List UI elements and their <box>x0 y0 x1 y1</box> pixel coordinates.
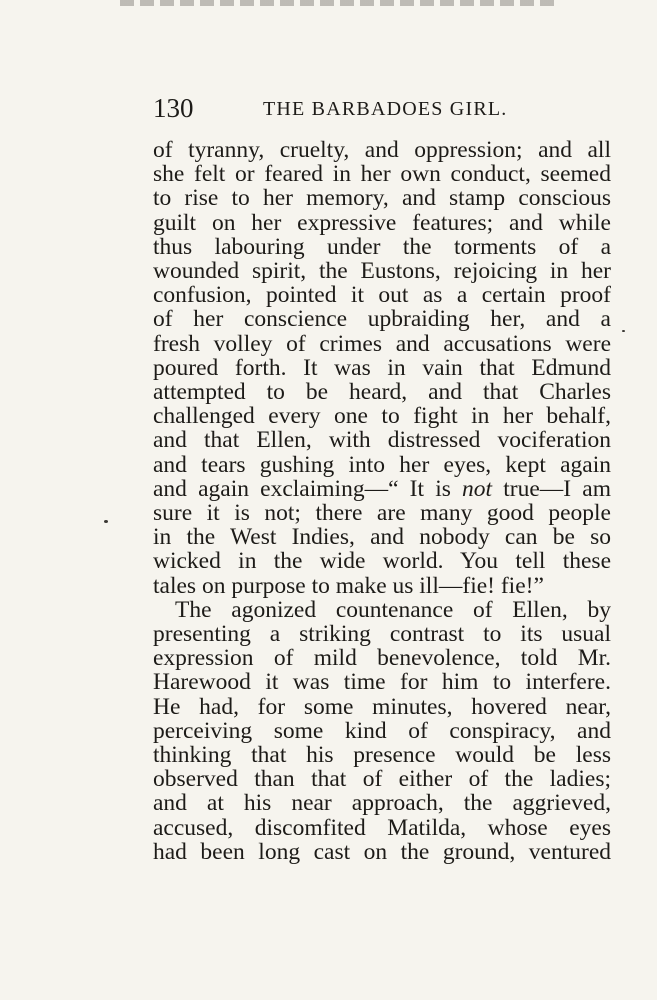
text-line: wicked in the wide world. You tell these <box>153 548 611 575</box>
bleed-through-text <box>120 0 560 6</box>
running-title: THE BARBADOES GIRL. <box>263 98 508 120</box>
text-line: thus labouring under the torments of a <box>153 233 611 260</box>
text-line: of tyranny, cruelty, and oppression; and all <box>153 137 611 163</box>
text-line: and again exclaiming—“ It is not true—I am <box>153 475 611 502</box>
text-line: accused, discomfited Matilda, whose eyes <box>153 814 611 841</box>
text-line: expression of mild benevolence, told Mr. <box>153 645 611 672</box>
text-line: thinking that his presence would be less <box>153 742 611 769</box>
text-line: wounded spirit, the Eustons, rejoicing in her <box>153 258 611 285</box>
text-line: in the West Indies, and nobody can be so <box>153 524 611 551</box>
emphasized-word: not <box>462 475 493 502</box>
text-line: sure it is not; there are many good people <box>153 500 611 527</box>
text-line: Harewood it was time for him to interfere. <box>153 669 611 696</box>
text-line: and tears gushing into her eyes, kept again <box>153 451 611 478</box>
text-line: fresh volley of crimes and accusations were <box>153 330 611 357</box>
text-line: tales on purpose to make us ill—fie! fie!” <box>153 572 544 599</box>
text-line: He had, for some minutes, hovered near, <box>153 693 611 720</box>
text-line: and that Ellen, with distressed vociferation <box>153 427 611 454</box>
text-line: observed than that of either of the ladies; <box>153 766 611 793</box>
text-line: presenting a striking contrast to its usual <box>153 621 611 648</box>
text-line: attempted to be heard, and that Charles <box>153 379 611 406</box>
text-line: challenged every one to fight in her behalf, <box>153 403 611 430</box>
text-line: and at his near approach, the aggrieved, <box>153 790 611 817</box>
text-line: perceiving some kind of conspiracy, and <box>153 717 611 744</box>
text-line: of her conscience upbraiding her, and a <box>153 306 611 333</box>
text-line: poured forth. It was in vain that Edmund <box>153 354 611 381</box>
page-number: 130 <box>153 93 194 123</box>
text-line: had been long cast on the ground, ventured <box>153 838 611 865</box>
text-line: to rise to her memory, and stamp conscious <box>153 185 611 212</box>
ink-speck <box>622 330 625 332</box>
text-line: she felt or feared in her own conduct, seemed <box>153 161 611 188</box>
text-line: The agonized countenance of Ellen, by <box>175 596 611 623</box>
text-line: confusion, pointed it out as a certain proof <box>153 282 611 309</box>
text-line: guilt on her expressive features; and while <box>153 209 611 236</box>
ink-speck <box>104 520 108 523</box>
page-header <box>153 92 613 124</box>
body-text <box>153 138 611 864</box>
